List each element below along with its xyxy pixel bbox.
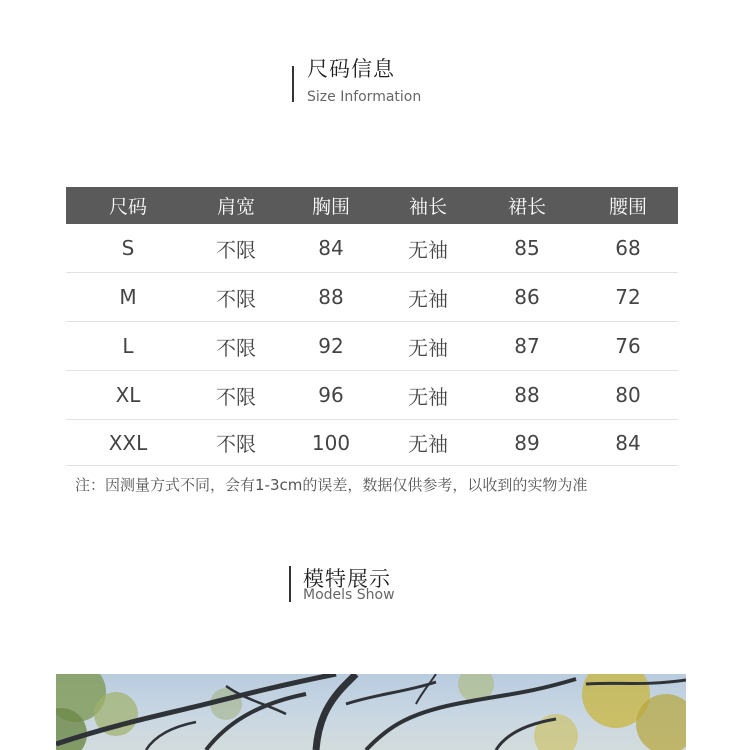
header-skirt-length: 裙长 — [476, 187, 578, 224]
table-cell: 86 — [476, 273, 578, 322]
table-cell: 无袖 — [380, 273, 476, 322]
table-cell: 72 — [578, 273, 678, 322]
table-row — [66, 420, 678, 466]
size-heading-title-zh: 尺码信息 — [307, 57, 395, 81]
table-cell: 无袖 — [380, 371, 476, 420]
tree-branches-image — [56, 674, 686, 750]
table-cell: 不限 — [190, 371, 282, 420]
table-cell: 96 — [282, 371, 380, 420]
table-cell: XXL — [66, 420, 190, 466]
models-heading-title-zh: 模特展示 — [303, 567, 391, 591]
header-waist: 腰围 — [578, 187, 678, 224]
size-table — [66, 187, 678, 466]
table-cell: 不限 — [190, 224, 282, 273]
models-heading-title-en: Models Show — [303, 587, 395, 603]
table-cell: 不限 — [190, 322, 282, 371]
table-cell: 不限 — [190, 273, 282, 322]
header-size: 尺码 — [66, 187, 190, 224]
model-photo — [56, 674, 686, 750]
table-cell: 不限 — [190, 420, 282, 466]
size-table-header-row — [66, 187, 678, 224]
table-cell: 76 — [578, 322, 678, 371]
table-cell: 无袖 — [380, 322, 476, 371]
table-cell: XL — [66, 371, 190, 420]
header-bust: 胸围 — [282, 187, 380, 224]
table-cell: 87 — [476, 322, 578, 371]
table-cell: 88 — [476, 371, 578, 420]
size-heading-bar — [292, 66, 294, 102]
table-row — [66, 371, 678, 420]
table-row — [66, 322, 678, 371]
table-cell: 无袖 — [380, 224, 476, 273]
table-cell: 92 — [282, 322, 380, 371]
table-cell: 84 — [578, 420, 678, 466]
table-cell: 88 — [282, 273, 380, 322]
models-heading-bar — [289, 566, 291, 602]
size-heading-title-en: Size Information — [307, 89, 422, 105]
table-cell: 84 — [282, 224, 380, 273]
header-shoulder: 肩宽 — [190, 187, 282, 224]
table-cell: 无袖 — [380, 420, 476, 466]
table-cell: 100 — [282, 420, 380, 466]
table-cell: L — [66, 322, 190, 371]
table-row — [66, 273, 678, 322]
table-cell: S — [66, 224, 190, 273]
measurement-note: 注：因测量方式不同，会有1-3cm的误差，数据仅供参考，以收到的实物为准 — [75, 476, 588, 494]
table-cell: 80 — [578, 371, 678, 420]
table-cell: 68 — [578, 224, 678, 273]
table-cell: 85 — [476, 224, 578, 273]
table-row — [66, 224, 678, 273]
table-cell: M — [66, 273, 190, 322]
header-sleeve: 袖长 — [380, 187, 476, 224]
table-cell: 89 — [476, 420, 578, 466]
